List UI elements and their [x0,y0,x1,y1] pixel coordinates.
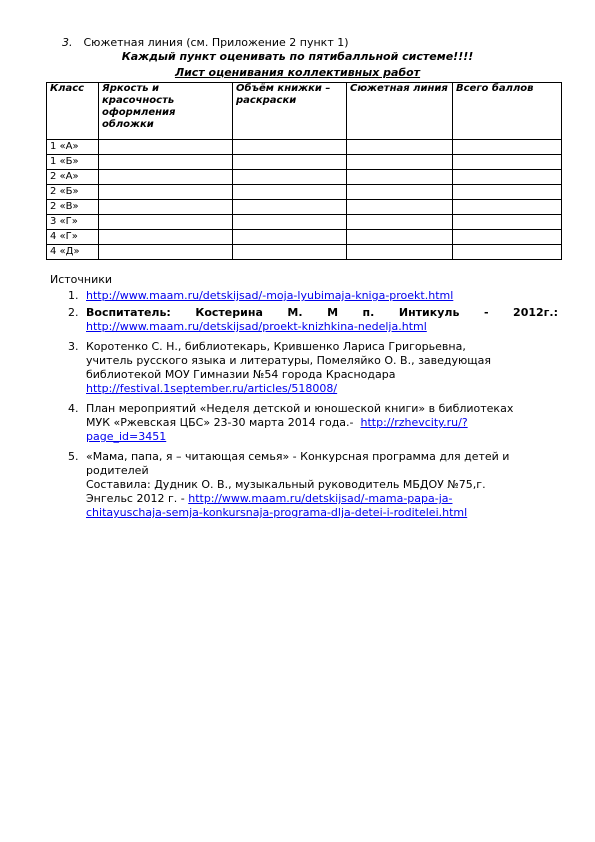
list-item-3 [62,36,349,49]
table-row [47,170,562,185]
table-row [47,215,562,230]
score-cell[interactable] [233,170,347,185]
score-cell[interactable] [233,245,347,260]
source-number: 3. [68,340,79,353]
score-cell[interactable] [347,215,453,230]
source-text: родителей [86,464,149,477]
source-link-continued[interactable]: page_id=3451 [86,430,167,443]
score-cell[interactable] [347,230,453,245]
class-cell: 4 «Д» [47,245,99,260]
header-total: Всего баллов [453,83,562,140]
source-text: План мероприятий «Неделя детской и юношеской книги» в библиотеках [86,402,514,415]
item-text: Сюжетная линия (см. Приложение 2 пункт 1) [83,36,349,49]
total-cell[interactable] [453,170,562,185]
source-text: МУК «Ржевская ЦБС» 23-30 марта 2014 года.- [86,416,354,429]
total-cell[interactable] [453,215,562,230]
source-item-4 [68,402,558,444]
source-number: 5. [68,450,79,463]
class-cell: 2 «Б» [47,185,99,200]
sources-list [68,289,558,520]
score-cell[interactable] [347,185,453,200]
score-cell[interactable] [99,230,233,245]
header-volume: Объём книжки – раскраски [233,83,347,140]
total-cell[interactable] [453,140,562,155]
class-cell: 4 «Г» [47,230,99,245]
header-brightness: Яркость и красочность оформления обложки [99,83,233,140]
score-cell[interactable] [233,230,347,245]
source-number: 2. [68,306,79,319]
score-cell[interactable] [233,185,347,200]
score-cell[interactable] [347,200,453,215]
class-cell: 2 «А» [47,170,99,185]
source-link[interactable]: http://www.maam.ru/detskijsad/-moja-lyubimaja-kniga-proekt.html [86,289,454,302]
class-cell: 1 «Б» [47,155,99,170]
score-cell[interactable] [99,215,233,230]
source-text: Коротенко С. Н., библиотекарь, Крившенко Лариса Григорьевна, [86,340,466,353]
table-row [47,245,562,260]
source-text: библиотекой МОУ Гимназии №54 города Краснодара [86,368,396,381]
score-cell[interactable] [233,155,347,170]
instruction-text: Каждый пункт оценивать по пятибалльной системе!!!! [121,50,474,63]
score-cell[interactable] [347,170,453,185]
source-link[interactable]: http://www.maam.ru/detskijsad/proekt-knizhkina-nedelja.html [86,320,427,333]
source-number: 4. [68,402,79,415]
table-row [47,185,562,200]
class-cell: 3 «Г» [47,215,99,230]
total-cell[interactable] [453,230,562,245]
table-row [47,155,562,170]
total-cell[interactable] [453,155,562,170]
source-item-5 [68,450,558,520]
source-text: учитель русского языка и литературы, Помеляйко О. В., заведующая [86,354,492,367]
score-cell[interactable] [233,215,347,230]
source-text: Составила: Дудник О. В., музыкальный руководитель МБДОУ №75,г. [86,478,486,491]
source-link[interactable]: http://rzhevcity.ru/? [360,416,468,429]
evaluation-table [46,82,562,260]
source-text: Энгельс 2012 г. - [86,492,185,505]
score-cell[interactable] [99,185,233,200]
class-cell: 2 «В» [47,200,99,215]
source-number: 1. [68,289,79,302]
source-text: Воспитатель: Костерина М. М п. Интикуль - 2012г.: [86,306,558,319]
source-item-1 [68,289,558,303]
table-title: Лист оценивания коллективных работ [174,66,421,79]
source-text: «Мама, папа, я – читающая семья» - Конкурсная программа для детей и [86,450,510,463]
source-item-2 [68,306,558,334]
score-cell[interactable] [99,155,233,170]
header-storyline: Сюжетная линия [347,83,453,140]
total-cell[interactable] [453,200,562,215]
score-cell[interactable] [347,245,453,260]
item-number: 3. [62,36,73,49]
source-link[interactable]: http://www.maam.ru/detskijsad/-mama-papa-ja- [188,492,453,505]
score-cell[interactable] [99,170,233,185]
class-cell: 1 «А» [47,140,99,155]
score-cell[interactable] [347,140,453,155]
score-cell[interactable] [99,140,233,155]
source-link-continued[interactable]: chitayuschaja-semja-konkursnaja-programa-dlja-detei-i-roditelei.html [86,506,468,519]
score-cell[interactable] [99,200,233,215]
table-row [47,200,562,215]
source-link[interactable]: http://festival.1september.ru/articles/518008/ [86,382,338,395]
total-cell[interactable] [453,185,562,200]
sources-heading: Источники [50,273,113,286]
header-class: Класс [47,83,99,140]
score-cell[interactable] [233,140,347,155]
score-cell[interactable] [233,200,347,215]
source-item-3 [68,340,558,396]
table-row [47,230,562,245]
score-cell[interactable] [99,245,233,260]
table-header-row [47,83,562,140]
score-cell[interactable] [347,155,453,170]
table-row [47,140,562,155]
total-cell[interactable] [453,245,562,260]
